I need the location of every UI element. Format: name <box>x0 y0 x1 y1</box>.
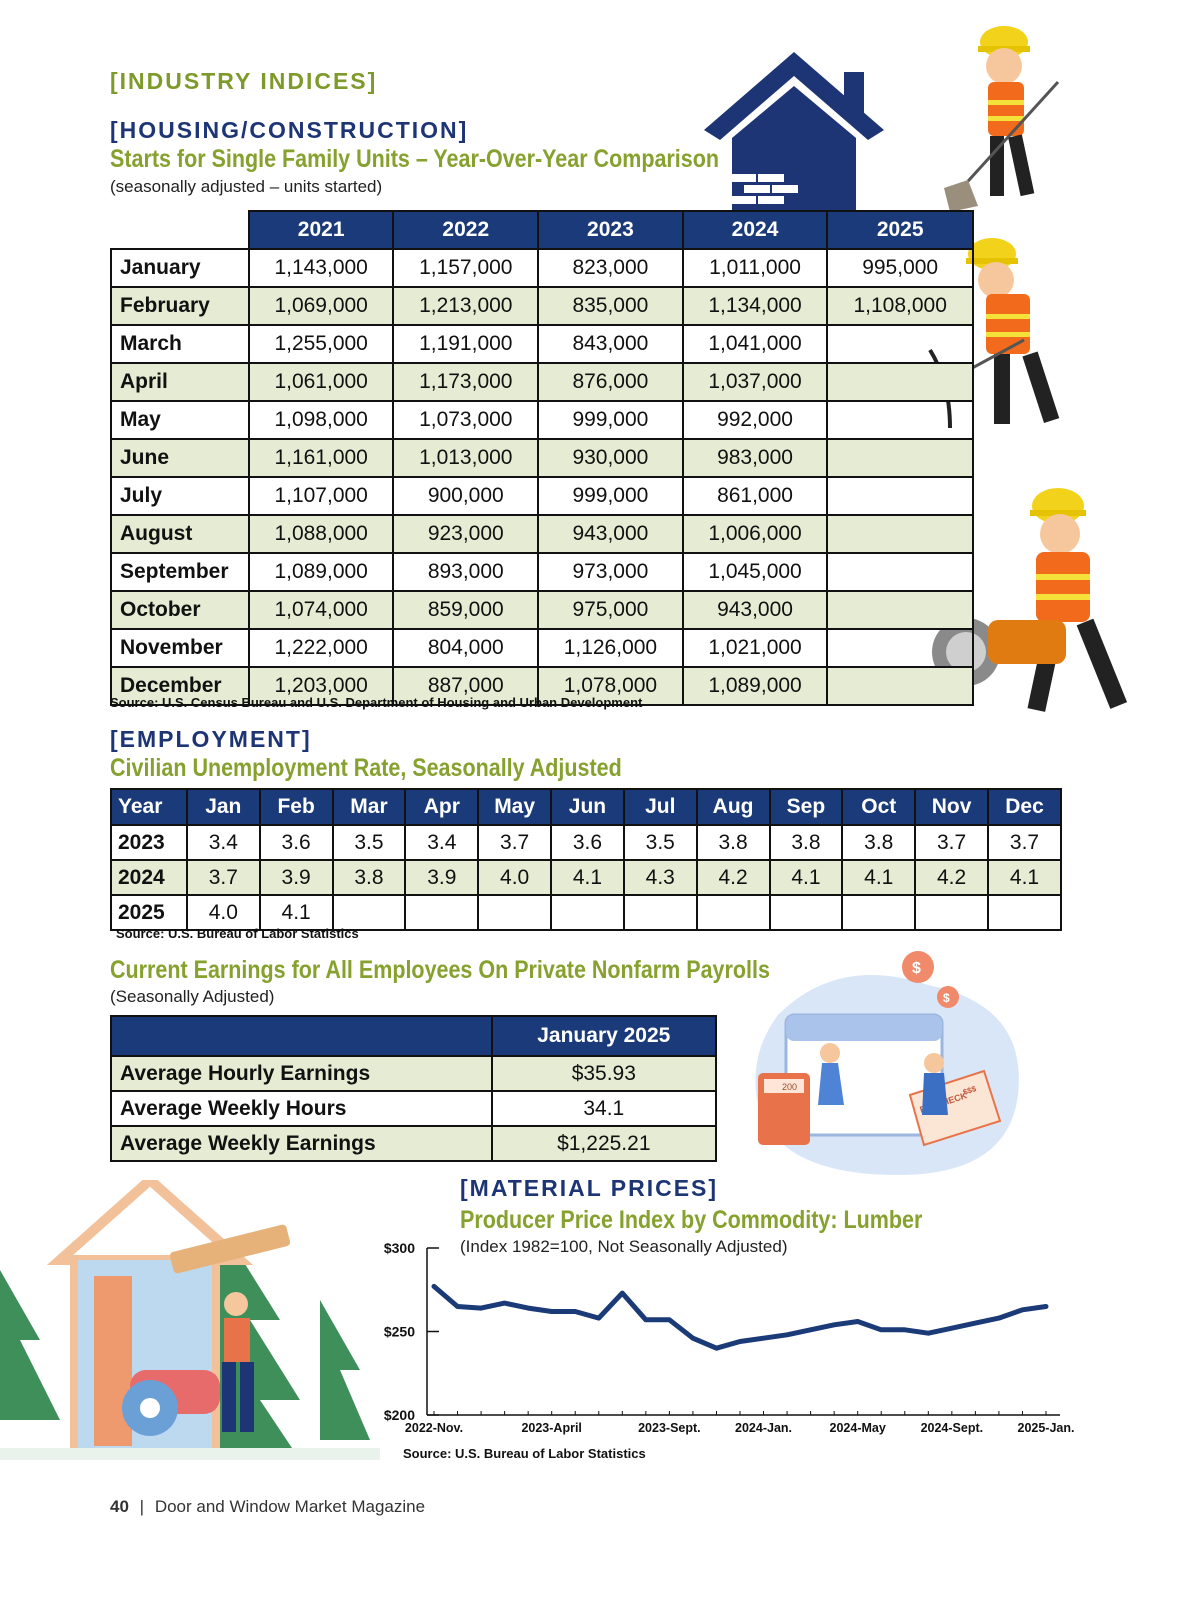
rate-cell: 3.8 <box>697 825 770 860</box>
month-label: February <box>111 287 249 325</box>
rate-cell: 4.2 <box>697 860 770 895</box>
lumber-data-point <box>950 1326 954 1330</box>
housing-cell: 983,000 <box>683 439 828 477</box>
housing-cell: 999,000 <box>538 401 683 439</box>
housing-cell: 1,126,000 <box>538 629 683 667</box>
rate-cell: 3.7 <box>988 825 1061 860</box>
lumber-data-point <box>691 1336 695 1340</box>
rate-cell: 3.4 <box>187 825 260 860</box>
housing-cell: 1,098,000 <box>249 401 394 439</box>
employment-source: Source: U.S. Bureau of Labor Statistics <box>116 926 359 941</box>
material-title: Producer Price Index by Commodity: Lumber <box>460 1206 923 1234</box>
housing-cell: 992,000 <box>683 401 828 439</box>
housing-source: Source: U.S. Census Bureau and U.S. Department of Housing and Urban Development <box>110 695 643 710</box>
housing-cell <box>827 629 973 667</box>
housing-cell: 1,107,000 <box>249 477 394 515</box>
lumber-series-line <box>434 1286 1046 1348</box>
housing-starts-table <box>110 210 974 706</box>
earnings-subtitle: (Seasonally Adjusted) <box>110 987 275 1006</box>
rate-cell: 3.7 <box>187 860 260 895</box>
housing-cell <box>827 401 973 439</box>
rate-cell: 3.7 <box>915 825 988 860</box>
housing-cell: 1,088,000 <box>249 515 394 553</box>
rate-cell: 3.5 <box>624 825 697 860</box>
cabin-carpenter-illustration <box>0 1180 380 1460</box>
housing-cell <box>827 515 973 553</box>
housing-cell: 1,037,000 <box>683 363 828 401</box>
lumber-data-point <box>526 1306 530 1310</box>
unemployment-row <box>111 825 1061 860</box>
rate-cell <box>842 895 915 930</box>
housing-row <box>111 287 973 325</box>
unemployment-header-row <box>111 789 1061 825</box>
employment-title: Civilian Unemployment Rate, Seasonally Adjusted <box>110 754 622 782</box>
housing-cell: 1,161,000 <box>249 439 394 477</box>
year-label: 2023 <box>111 825 187 860</box>
earnings-label: Average Weekly Hours <box>111 1091 492 1126</box>
earnings-table <box>110 1015 717 1162</box>
x-tick-label: 2023-April <box>521 1421 582 1435</box>
x-tick-label: 2024-May <box>829 1421 886 1435</box>
housing-cell <box>827 363 973 401</box>
housing-cell <box>827 591 973 629</box>
lumber-data-point <box>714 1346 718 1350</box>
month-label: November <box>111 629 249 667</box>
col-header: 2024 <box>683 211 828 249</box>
lumber-data-point <box>597 1316 601 1320</box>
magazine-name: Door and Window Market Magazine <box>154 1497 426 1516</box>
month-col-header: Nov <box>915 789 988 825</box>
material-source: Source: U.S. Bureau of Labor Statistics <box>403 1446 646 1461</box>
page-footer <box>110 1497 425 1517</box>
month-col-header: Oct <box>842 789 915 825</box>
lumber-data-point <box>973 1321 977 1325</box>
housing-cell <box>827 325 973 363</box>
housing-cell: 859,000 <box>393 591 538 629</box>
housing-cell: 973,000 <box>538 553 683 591</box>
y-tick-label: $300 <box>383 1240 415 1256</box>
earnings-value: $35.93 <box>492 1056 716 1091</box>
month-col-header: Feb <box>260 789 333 825</box>
housing-cell: 1,078,000 <box>538 667 683 705</box>
unemployment-row <box>111 860 1061 895</box>
earnings-col-header: January 2025 <box>492 1016 716 1056</box>
x-tick-label: 2023-Sept. <box>638 1421 701 1435</box>
footer-separator: | <box>139 1497 145 1516</box>
housing-cell: 1,255,000 <box>249 325 394 363</box>
housing-cell: 843,000 <box>538 325 683 363</box>
housing-cell: 1,073,000 <box>393 401 538 439</box>
earnings-label: Average Hourly Earnings <box>111 1056 492 1091</box>
lumber-data-point <box>503 1301 507 1305</box>
rate-cell: 4.1 <box>842 860 915 895</box>
housing-cell: 943,000 <box>683 591 828 629</box>
month-col-header: Year <box>111 789 187 825</box>
month-col-header: Aug <box>697 789 770 825</box>
housing-cell: 1,069,000 <box>249 287 394 325</box>
lumber-data-point <box>997 1316 1001 1320</box>
housing-cell: 930,000 <box>538 439 683 477</box>
month-col-header: Apr <box>405 789 478 825</box>
month-label: June <box>111 439 249 477</box>
housing-cell: 887,000 <box>393 667 538 705</box>
month-label: December <box>111 667 249 705</box>
corner-cell <box>111 211 249 249</box>
lumber-data-point <box>879 1328 883 1332</box>
lumber-data-point <box>667 1318 671 1322</box>
housing-cell <box>827 553 973 591</box>
lumber-data-point <box>738 1340 742 1344</box>
rate-cell: 4.2 <box>915 860 988 895</box>
rate-cell <box>624 895 697 930</box>
housing-cell: 1,157,000 <box>393 249 538 287</box>
housing-cell: 1,061,000 <box>249 363 394 401</box>
housing-cell: 876,000 <box>538 363 683 401</box>
month-label: August <box>111 515 249 553</box>
housing-cell: 1,134,000 <box>683 287 828 325</box>
lumber-data-point <box>762 1336 766 1340</box>
month-label: April <box>111 363 249 401</box>
x-tick-label: 2025-Jan. <box>1017 1421 1075 1435</box>
housing-cell: 823,000 <box>538 249 683 287</box>
year-label: 2025 <box>111 895 187 930</box>
lumber-data-point <box>903 1328 907 1332</box>
lumber-data-point <box>620 1291 624 1295</box>
lumber-data-point <box>926 1331 930 1335</box>
month-col-header: Jun <box>551 789 624 825</box>
earnings-row <box>111 1091 716 1126</box>
lumber-data-point <box>432 1284 436 1288</box>
housing-cell: 1,074,000 <box>249 591 394 629</box>
housing-cell: 1,089,000 <box>683 667 828 705</box>
housing-cell: 861,000 <box>683 477 828 515</box>
housing-cell: 893,000 <box>393 553 538 591</box>
house-illustration <box>696 48 892 213</box>
earnings-row <box>111 1056 716 1091</box>
rate-cell: 4.0 <box>478 860 551 895</box>
housing-row <box>111 325 973 363</box>
housing-row <box>111 591 973 629</box>
unemployment-table <box>110 788 1062 931</box>
paycheck-amount: $$$ <box>961 1084 978 1097</box>
month-label: September <box>111 553 249 591</box>
rate-cell: 3.8 <box>842 825 915 860</box>
month-label: October <box>111 591 249 629</box>
month-label: January <box>111 249 249 287</box>
material-subtitle: (Index 1982=100, Not Seasonally Adjusted) <box>460 1237 788 1256</box>
rate-cell: 4.3 <box>624 860 697 895</box>
material-heading: [MATERIAL PRICES] <box>460 1175 719 1201</box>
housing-cell: 1,011,000 <box>683 249 828 287</box>
col-header: 2023 <box>538 211 683 249</box>
month-label: March <box>111 325 249 363</box>
month-col-header: May <box>478 789 551 825</box>
housing-cell: 1,006,000 <box>683 515 828 553</box>
col-header: 2022 <box>393 211 538 249</box>
housing-cell: 1,222,000 <box>249 629 394 667</box>
housing-row <box>111 553 973 591</box>
rate-cell <box>988 895 1061 930</box>
earnings-corner <box>111 1016 492 1056</box>
earnings-value: 34.1 <box>492 1091 716 1126</box>
housing-cell: 1,021,000 <box>683 629 828 667</box>
rate-cell: 3.8 <box>333 860 406 895</box>
housing-row <box>111 629 973 667</box>
housing-cell: 1,173,000 <box>393 363 538 401</box>
rate-cell <box>478 895 551 930</box>
lumber-data-point <box>785 1333 789 1337</box>
housing-row <box>111 401 973 439</box>
y-tick-label: $200 <box>383 1407 415 1423</box>
housing-title: Starts for Single Family Units – Year-Over-Year Comparison <box>110 145 719 173</box>
page-number: 40 <box>110 1497 129 1516</box>
housing-cell: 1,213,000 <box>393 287 538 325</box>
rate-cell <box>333 895 406 930</box>
rate-cell <box>405 895 478 930</box>
unemployment-row <box>111 895 1061 930</box>
housing-cell: 995,000 <box>827 249 973 287</box>
rate-cell: 3.9 <box>260 860 333 895</box>
housing-cell: 1,108,000 <box>827 287 973 325</box>
rate-cell: 3.9 <box>405 860 478 895</box>
month-col-header: Dec <box>988 789 1061 825</box>
rate-cell <box>697 895 770 930</box>
housing-cell: 923,000 <box>393 515 538 553</box>
housing-cell: 1,013,000 <box>393 439 538 477</box>
col-header: 2021 <box>249 211 394 249</box>
section-heading <box>110 68 377 95</box>
paycheck-illustration <box>738 945 1038 1185</box>
rate-cell: 4.0 <box>187 895 260 930</box>
x-tick-label: 2024-Sept. <box>920 1421 984 1435</box>
housing-cell: 1,041,000 <box>683 325 828 363</box>
rate-cell <box>551 895 624 930</box>
earnings-row <box>111 1126 716 1161</box>
x-tick-label: 2024-Jan. <box>735 1421 793 1435</box>
housing-cell: 1,191,000 <box>393 325 538 363</box>
worker-broom-illustration <box>920 20 1070 220</box>
housing-cell: 943,000 <box>538 515 683 553</box>
rate-cell: 3.5 <box>333 825 406 860</box>
housing-row <box>111 515 973 553</box>
housing-cell: 1,089,000 <box>249 553 394 591</box>
housing-cell: 975,000 <box>538 591 683 629</box>
housing-cell: 900,000 <box>393 477 538 515</box>
housing-cell <box>827 439 973 477</box>
housing-cell: 804,000 <box>393 629 538 667</box>
lumber-data-point <box>644 1318 648 1322</box>
month-col-header: Sep <box>770 789 843 825</box>
subsection-heading: [HOUSING/CONSTRUCTION] <box>110 117 469 143</box>
housing-cell: 1,143,000 <box>249 249 394 287</box>
housing-subtitle: (seasonally adjusted – units started) <box>110 177 383 196</box>
month-col-header: Mar <box>333 789 406 825</box>
housing-cell: 835,000 <box>538 287 683 325</box>
lumber-data-point <box>573 1309 577 1313</box>
earnings-label: Average Weekly Earnings <box>111 1126 492 1161</box>
housing-row <box>111 439 973 477</box>
lumber-data-point <box>550 1309 554 1313</box>
month-col-header: Jul <box>624 789 697 825</box>
y-tick-label: $250 <box>383 1323 415 1340</box>
section-heading-text: [INDUSTRY INDICES] <box>110 68 378 94</box>
rate-cell: 4.1 <box>988 860 1061 895</box>
coin-dollar: $ <box>912 960 921 977</box>
earnings-value: $1,225.21 <box>492 1126 716 1161</box>
lumber-data-point <box>809 1328 813 1332</box>
rate-cell: 3.6 <box>551 825 624 860</box>
month-col-header: Jan <box>187 789 260 825</box>
lumber-data-point <box>456 1304 460 1308</box>
month-label: July <box>111 477 249 515</box>
rate-cell: 4.1 <box>551 860 624 895</box>
housing-cell: 1,045,000 <box>683 553 828 591</box>
housing-row <box>111 477 973 515</box>
housing-header-row <box>111 211 973 249</box>
lumber-data-point <box>1044 1304 1048 1308</box>
lumber-data-point <box>1020 1308 1024 1312</box>
rate-cell: 3.6 <box>260 825 333 860</box>
col-header: 2025 <box>827 211 973 249</box>
housing-cell: 999,000 <box>538 477 683 515</box>
coin-dollar: $ <box>943 991 950 1005</box>
rate-cell: 3.8 <box>770 825 843 860</box>
rate-cell: 4.1 <box>770 860 843 895</box>
month-label: May <box>111 401 249 439</box>
earnings-title: Current Earnings for All Employees On Private Nonfarm Payrolls <box>110 956 770 984</box>
rate-cell: 3.7 <box>478 825 551 860</box>
housing-cell <box>827 667 973 705</box>
housing-cell <box>827 477 973 515</box>
housing-cell: 1,203,000 <box>249 667 394 705</box>
rate-cell: 3.4 <box>405 825 478 860</box>
lumber-data-point <box>832 1323 836 1327</box>
calculator-readout: 200 <box>782 1082 798 1092</box>
lumber-data-point <box>479 1306 483 1310</box>
lumber-data-point <box>856 1319 860 1323</box>
year-label: 2024 <box>111 860 187 895</box>
employment-heading: [EMPLOYMENT] <box>110 726 312 752</box>
rate-cell <box>770 895 843 930</box>
housing-row <box>111 363 973 401</box>
housing-row <box>111 249 973 287</box>
earnings-header-row <box>111 1016 716 1056</box>
rate-cell: 4.1 <box>260 895 333 930</box>
lumber-ppi-chart <box>370 1235 1090 1450</box>
x-tick-label: 2022-Nov. <box>404 1421 464 1435</box>
rate-cell <box>915 895 988 930</box>
